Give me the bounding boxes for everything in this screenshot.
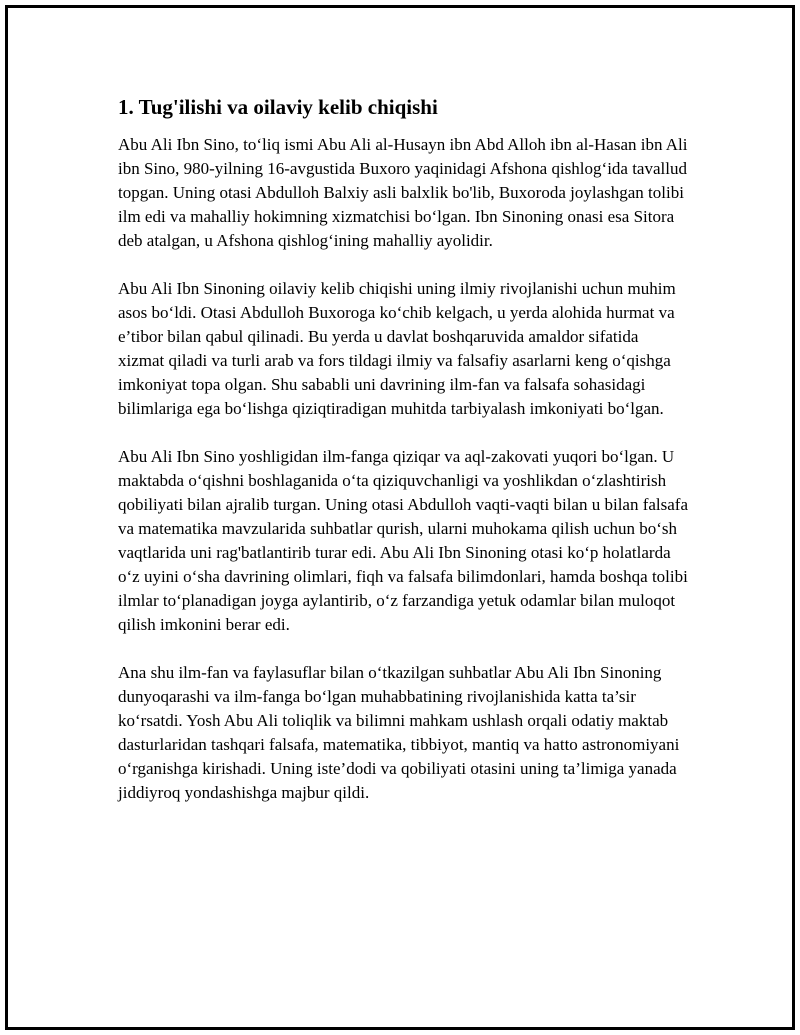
- paragraph-3: Abu Ali Ibn Sino yoshligidan ilm-fanga qiziqar va aql-zakovati yuqori bo‘lgan. U maktabda o‘qishni boshlaganida o‘ta qiziquvchanligi va yoshlikdan o‘zlashtirish qobiliyati bilan ajralib turgan. Uning otasi Abdulloh vaqti-vaqti bilan u bilan falsafa va matematika mavzularida suhbatlar qurish, ularni muhokama qilish uchun bo‘sh vaqtlarida uni rag'batlantirib turar edi. Abu Ali Ibn Sinoning otasi ko‘p holatlarda o‘z uyini o‘sha davrining olimlari, fiqh va falsafa bilimdonlari, hamda boshqa tolibi ilmlar to‘planadigan joyga aylantirib, o‘z farzandiga yetuk odamlar bilan muloqot qilish imkonini berar edi.: [118, 447, 689, 634]
- paragraph-4: Ana shu ilm-fan va faylasuflar bilan o‘tkazilgan suhbatlar Abu Ali Ibn Sinoning dunyoqarashi va ilm-fanga bo‘lgan muhabbatining rivojlanishida katta ta’sir ko‘rsatdi. Yosh Abu Ali toliqlik va bilimni mahkam ushlash orqali odatiy maktab dasturlaridan tashqari falsafa, matematika, tibbiyot, mantiq va hatto astronomiyani o‘rganishga kirishadi. Uning iste’dodi va qobiliyati otasini uning ta’limiga yanada jiddiyroq yondashishga majbur qildi.: [118, 663, 680, 802]
- document-body: [118, 93, 688, 829]
- paragraph-2: Abu Ali Ibn Sinoning oilaviy kelib chiqishi uning ilmiy rivojlanishi uchun muhim asos bo‘ldi. Otasi Abdulloh Buxoroga ko‘chib kelgach, u yerda alohida hurmat va e’tibor bilan qabul qilinadi. Bu yerda u davlat boshqaruvida amaldor sifatida xizmat qiladi va turli arab va fors tildagi ilmiy va falsafiy asarlarni keng o‘qishga imkoniyat topa olgan. Shu sababli uni davrining ilm-fan va falsafa sohasidagi bilimlariga ega bo‘lishga qiziqtiradigan muhitda tarbiyalash imkoniyati bo‘lgan.: [118, 279, 676, 418]
- section-heading: 1. Tug'ilishi va oilaviy kelib chiqishi: [118, 95, 438, 119]
- paragraph-1: Abu Ali Ibn Sino, to‘liq ismi Abu Ali al-Husayn ibn Abd Alloh ibn al-Hasan ibn Ali ibn Sino, 980-yilning 16-avgustida Buxoro yaqinidagi Afshona qishlog‘ida tavallud topgan. Uning otasi Abdulloh Balxiy asli balxlik bo'lib, Buxoroda joylashgan tolibi ilm edi va mahalliy hokimning xizmatchisi bo‘lgan. Ibn Sinoning onasi esa Sitora deb atalgan, u Afshona qishlog‘ining mahalliy ayolidir.: [118, 135, 688, 250]
